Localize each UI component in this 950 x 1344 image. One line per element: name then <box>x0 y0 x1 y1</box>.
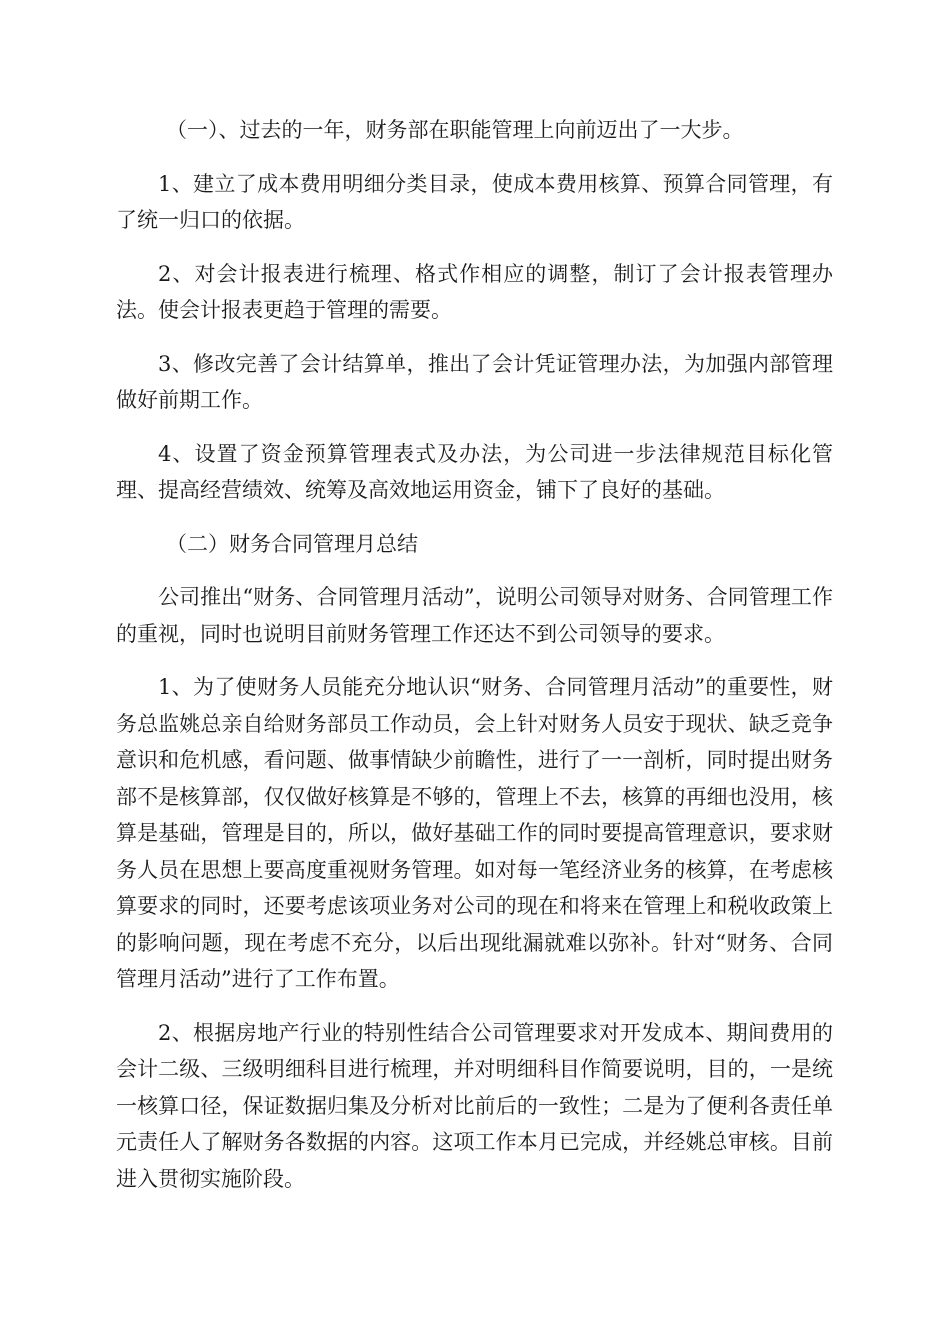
paragraph-item-2: 2、对会计报表进行梳理、格式作相应的调整，制订了会计报表管理办法。使会计报表更趋于管理的需要。 <box>116 261 833 322</box>
section-heading-1: （一）、过去的一年，财务部在职能管理上向前迈出了一大步。 <box>166 118 744 142</box>
document-page <box>116 112 833 1214</box>
paragraph-point-2: 2、根据房地产行业的特别性结合公司管理要求对开发成本、期间费用的会计二级、三级明细科目进行梳理，并对明细科目作简要说明，目的，一是统一核算口径，保证数据归集及分析对比前后的一致性；二是为了便利各责任单元责任人了解财务各数据的内容。这项工作本月已完成，并经姚总审核。目前进入贯彻实施阶段。 <box>116 1020 833 1191</box>
paragraph-item-1: 1、建立了成本费用明细分类目录，使成本费用核算、预算合同管理，有了统一归口的依据。 <box>116 171 833 232</box>
section-heading-2: （二）财务合同管理月总结 <box>166 531 418 556</box>
paragraph-intro: 公司推出“财务、合同管理月活动”，说明公司领导对财务、合同管理工作的重视，同时也说明目前财务管理工作还达不到公司领导的要求。 <box>116 585 833 646</box>
paragraph-item-4: 4、设置了资金预算管理表式及办法，为公司进一步法律规范目标化管理、提高经营绩效、统筹及高效地运用资金，铺下了良好的基础。 <box>116 441 833 502</box>
paragraph-point-1: 1、为了使财务人员能充分地认识“财务、合同管理月活动”的重要性，财务总监姚总亲自给财务部员工作动员，会上针对财务人员安于现状、缺乏竞争意识和危机感，看问题、做事情缺少前瞻性，进行了一一剖析，同时提出财务部不是核算部，仅仅做好核算是不够的，管理上不去，核算的再细也没用，核算是基础，管理是目的，所以，做好基础工作的同时要提高管理意识，要求财务人员在思想上要高度重视财务管理。如对每一笔经济业务的核算，在考虑核算要求的同时，还要考虑该项业务对公司的现在和将来在管理上和税收政策上的影响问题，现在考虑不充分，以后出现纰漏就难以弥补。针对“财务、合同管理月活动”进行了工作布置。 <box>116 675 833 991</box>
paragraph-item-3: 3、修改完善了会计结算单，推出了会计凭证管理办法，为加强内部管理做好前期工作。 <box>116 351 833 412</box>
